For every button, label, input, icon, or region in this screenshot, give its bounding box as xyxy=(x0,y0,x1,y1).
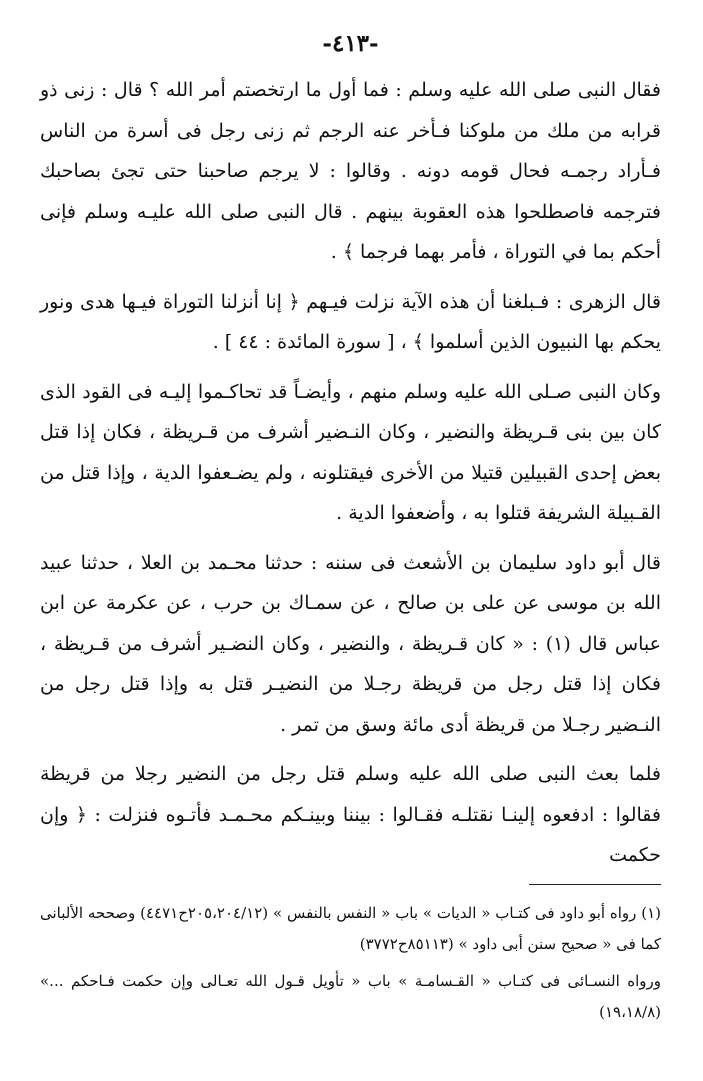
footnote-divider xyxy=(529,884,661,885)
paragraph: فقال النبى صلى الله عليه وسلم : فما أول ما ارتخصتم أمر الله ؟ قال : زنى ذو قرابه من ملك من ملوكنا فـأخر عنه الرجم ثم زنى رجل فى أسرة من الناس فـأراد رجمـه فحال قومه دونه . وقالوا : لا يرجم صاحبنا حتى تجئ بصاحبك فترجمه فاصطلحوا هذه العقوبة بينهم . قال النبى صلى الله عليـه وسلم فإنى أحكم بما في التوراة ، فأمر بهما فرجما ﴾ . xyxy=(40,79,661,263)
page-number: -٤١٣- xyxy=(322,30,379,57)
footnote: (١) رواه أبو داود فى كتـاب « الديات » باب « النفس بالنفس » (٢٠٥،٢٠٤/١٢ح٤٤٧١) وصححه الألبانى كما فى « صحيح سنن أبى داود » (٨٥١١٣ح٣٧٧٢) xyxy=(40,904,661,953)
footnote: ورواه النسـائى فى كتـاب « القـسامـة » باب « تأويل قـول الله تعـالى وإن حكمت فـاحكم ...» (١٩،١٨/٨) xyxy=(40,972,661,1021)
footnotes xyxy=(40,898,661,1034)
body-text xyxy=(40,70,661,876)
paragraph: قال الزهرى : فـبلغنا أن هذه الآية نزلت فيـهم ﴿ إنا أنزلنا التوراة فيـها هدى ونور يحكم بها النبيون الذين أسلموا ﴾ ، [ سورة المائدة : ٤٤ ] . xyxy=(40,290,661,353)
paragraph: قال أبو داود سليمان بن الأشعث فى سننه : حدثنا محـمد بن العلا ، حدثنا عبيد الله بن موسى عن على بن صالح ، عن سمـاك بن حرب ، عن عكرمة عن ابن عباس قال (١) : « كان قـريظة ، والنضير ، وكان النضـير أشرف من قـريظة ، فكان إذا قتل رجل من قريظة رجـلا من النضيـر قتل به وإذا قتل رجل من النـضير رجـلا من قريظة أدى مائة وسق من تمر . xyxy=(40,551,661,736)
paragraph: وكان النبى صـلى الله عليه وسلم منهم ، وأيضـاً قد تحاكـموا إليـه فى القود الذى كان بين بنى قـريظة والنضير ، وكان النـضير أشرف من قـريظة ، فكان إذا قتل بعض إحدى القبيلين قتيلا من الأخرى فيقتلونه ، ولم يضـعفوا الدية ، وإذا قتل من القـبيلة الشريفة قتلوا به ، وأضعفوا الدية . xyxy=(40,380,661,524)
paragraph: فلما بعث النبى صلى الله عليه وسلم قتل رجل من النضير رجلا من قريظة فقالوا : ادفعوه إلينـا نقتلـه فقـالوا : بيننا وبينـكم محـمـد فأتـوه فنزلت : ﴿ وإن حكمت xyxy=(40,763,661,866)
